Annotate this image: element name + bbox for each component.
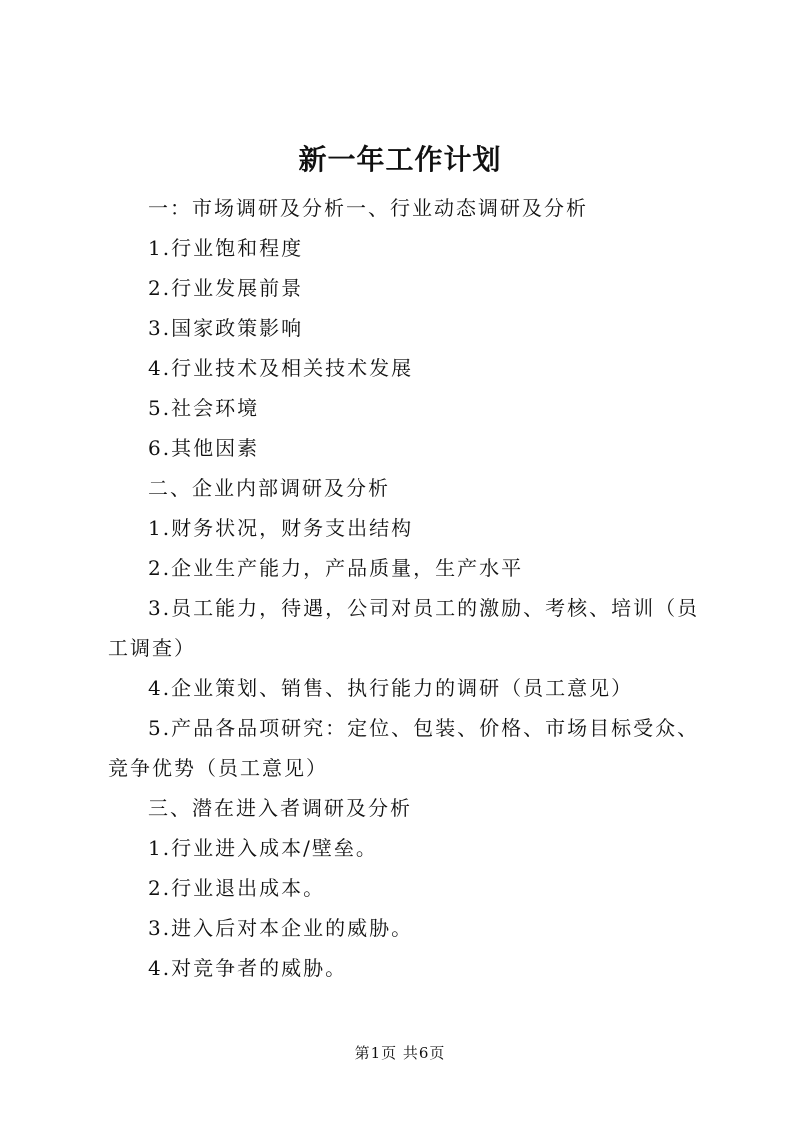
paragraph: 三、潜在进入者调研及分析: [148, 796, 412, 820]
paragraph: 3.进入后对本企业的威胁。: [148, 916, 414, 940]
paragraph: 4.对竞争者的威胁。: [148, 956, 348, 980]
paragraph: 5.社会环境: [148, 396, 260, 420]
paragraph: 5.产品各品项研究：定位、包装、价格、市场目标受众、竞争优势（员工意见）: [108, 716, 700, 780]
paragraph: 3.员工能力，待遇，公司对员工的激励、考核、培训（员工调查）: [108, 596, 700, 660]
paragraph: 1.行业饱和程度: [148, 236, 304, 260]
page-footer: 第1页 共6页: [354, 1044, 446, 1062]
document-body: [108, 188, 700, 988]
paragraph: 2.行业退出成本。: [148, 876, 326, 900]
paragraph: 4.行业技术及相关技术发展: [148, 356, 414, 380]
paragraph: 1.财务状况，财务支出结构: [148, 516, 414, 540]
paragraph: 1.行业进入成本/壁垒。: [148, 836, 378, 860]
paragraph: 4.企业策划、销售、执行能力的调研（员工意见）: [148, 676, 634, 700]
paragraph: 3.国家政策影响: [148, 316, 304, 340]
paragraph: 二、企业内部调研及分析: [148, 476, 390, 500]
document-title: 新一年工作计划: [298, 143, 502, 176]
paragraph: 6.其他因素: [148, 436, 260, 460]
paragraph: 2.企业生产能力，产品质量，生产水平: [148, 556, 524, 580]
paragraph: 一：市场调研及分析一、行业动态调研及分析: [148, 196, 588, 220]
paragraph: 2.行业发展前景: [148, 276, 304, 300]
